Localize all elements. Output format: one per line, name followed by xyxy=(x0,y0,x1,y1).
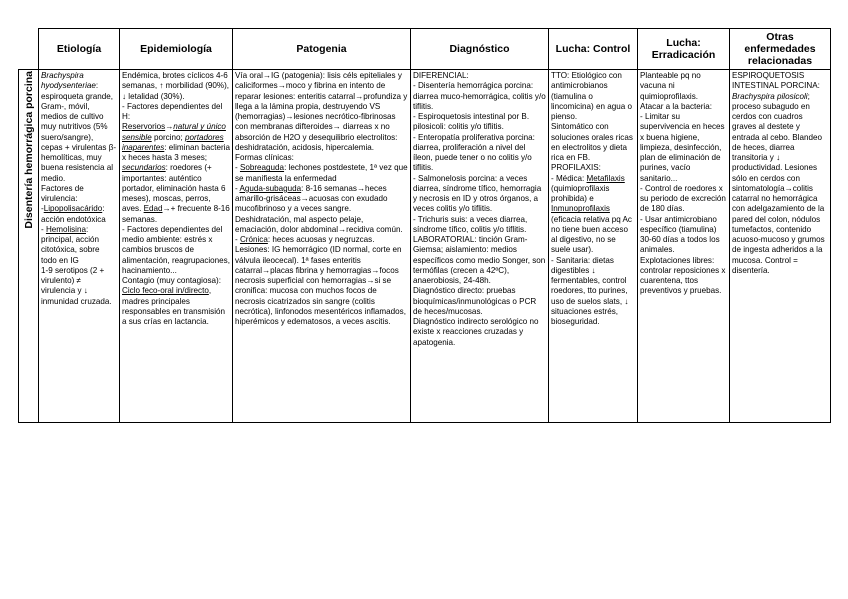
text-fragment: , madres principales responsables en transmisión a sus crías en lactancia. xyxy=(122,286,226,326)
text-fragment: : principal, acción citotóxica, sobre todo en IG 1-9 serotipos (2 + virulento) ≠ virulencia y ↓ inmunidad cruzada. xyxy=(41,224,112,306)
header-row xyxy=(19,29,831,70)
term-portadores: portadores inaparentes xyxy=(122,132,224,152)
header-epidemiologia: Epidemiología xyxy=(120,29,233,70)
cell-otras-enfermedades xyxy=(730,70,831,423)
corner-cell xyxy=(19,29,39,70)
text-fragment: ; proceso subagudo en cerdos con cuadros graves al destete y entrada al cebo. Blandeo de heces, diarrea transitoria y ↓ productividad. Lesiones sólo en cerdos con sintomatología→colitis catarral no hemorrágica con adelgazamiento de la pared del colon, nódulos tumefactos, contenido acuoso-mucoso y grumos de ingesta adheridos a la mucosa. Control = disentería. xyxy=(732,91,825,275)
disease-row xyxy=(19,70,831,423)
row-label: Disentería hemorrágica porcina xyxy=(22,71,35,229)
term-reservorios: Reservorios xyxy=(122,122,166,132)
organism-name: Brachyspira pilosicoli xyxy=(732,91,808,101)
term-aguda: Aguda-subaguda xyxy=(239,183,302,193)
term-natural: natural y único sensible xyxy=(122,122,226,142)
term-metafilaxis: Metafilaxis xyxy=(586,173,625,183)
text-fragment: Endémica, brotes cíclicos 4-6 semanas, ↑ morbilidad (90%), ↓ letalidad (30%). - Factores dependientes del H: xyxy=(122,71,230,121)
header-otras-enfermedades: Otras enfermedades relacionadas xyxy=(730,29,831,70)
text-fragment: : acción endotóxica - xyxy=(41,204,106,234)
cell-lucha-control xyxy=(549,70,638,423)
text-fragment: porcino; xyxy=(151,132,185,142)
cell-epidemiologia xyxy=(120,70,233,423)
term-cronica: Crónica xyxy=(239,235,268,244)
header-patogenia: Patogenia xyxy=(233,29,411,70)
header-etiologia: Etiología xyxy=(39,29,120,70)
text-fragment: (quimioprofilaxis prohibida) e xyxy=(551,183,610,203)
text-fragment: (eficacia relativa pq Ac no tiene buen acceso al digestivo, no se suele usar). - Sanitaria: dietas digestibles ↓ fermentables, control roedores, tto purines, uso de suelos slats, ↓ situaciones estrés, bioseguridad. xyxy=(551,214,632,326)
header-lucha-erradicacion: Lucha: Erradicación xyxy=(638,29,730,70)
text-fragment: : 8-16 semanas→heces amarillo-grisáceas→acuosas con exudado mucofibrinoso y a veces sangre. Deshidratación, mal aspecto pelaje, emaciación, dolor abdominal→recidiva común. - xyxy=(235,183,403,244)
text-fragment: → xyxy=(165,122,174,132)
term-secundarios: secundarios xyxy=(122,163,166,173)
disease-table xyxy=(18,28,831,423)
text-fragment: : eliminan bacteria x heces hasta 3 meses; xyxy=(122,142,230,162)
term-hemolisina: Hemolisina xyxy=(45,224,86,234)
text-fragment: : heces acuosas y negruzcas. Lesiones: IG hemorrágico (ID normal, corte en válvula ileocecal). 1ª fases enteritis catarral→placas fibrina y hemorragias→focos necrosis superficial con hemorragias→si se cronifica: mucosa con muchos focos de necrosis cicatrizados sin sangre (colitis necrótica), linfonodos mesentéricos inflamados, hiperémicos y edematosos, a veces ascitis. xyxy=(235,235,406,326)
term-ciclo: Ciclo feco-oral in/directo xyxy=(122,286,209,296)
text-fragment: TTO: Etiológico con antimicrobianos (tiamulina o lincomicina) en agua o pienso. Sintomático con soluciones orales ricas en electrolitos y dieta rica en FB. PROFILAXIS: - Médica: xyxy=(551,71,633,183)
organism-name: Brachyspira hyodysenteriae xyxy=(41,71,96,91)
row-label-cell xyxy=(19,70,39,423)
header-lucha-control: Lucha: Control xyxy=(549,29,638,70)
text-fragment: ESPIROQUETOSIS INTESTINAL PORCINA: xyxy=(732,71,820,91)
term-lipopolisacarido: Lipopolisacárido xyxy=(43,204,103,214)
term-sobreaguda: Sobreaguda xyxy=(239,163,285,173)
cell-lucha-erradicacion xyxy=(638,70,730,423)
header-diagnostico: Diagnóstico xyxy=(411,29,549,70)
text-fragment: : espiroqueta grande, Gram-, móvil, medios de cultivo muy nutritivos (5% suero/sangre), cepas + virulentas β-hemolíticas, muy buena resistencia al medio. Factores de virulencia: - xyxy=(41,81,117,214)
text-fragment: DIFERENCIAL: - Disentería hemorrágica porcina: diarrea muco-hemorrágica, colitis y/o tiflitis. - Espiroquetosis intestinal por B. pilosicoli: colitis y/o tiflitis. - Enteropatía proliferativa porcina: diarrea, proliferación a nivel del íleon, puede tener o no colitis y/o tiflitis. - Salmonelosis porcina: a veces diarrea, síndrome tífico, hemorragia y necrosis en ID y otros órganos, a veces colitis y/o tiflitis. - Trichuris suis: a veces diarrea, síndrome tífico, colitis y/o tiflitis. LABORATORIAL: tinción Gram-Giemsa; aislamiento: medios específicos como medio Songer, son termófilas (crecen a 42ºC), anaerobiosis, 24-48h. Diagnóstico directo: pruebas bioquímicas/inmunológicas o PCR de heces/mucosas. Diagnóstico indirecto serológico no existe x reacciones cruzadas y apatogenia. xyxy=(413,71,546,347)
text-fragment: Planteable pq no vacuna ni quimioprofilaxis. Atacar a la bacteria: - Limitar su supervivencia en heces x buena higiene, limpieza, desinfección, plan de eliminación de purines, vacío sanitario... - Control de roedores x su periodo de excreción de 180 días. - Usar antimicrobiano específico (tiamulina) 30-60 días a todos los animales. Explotaciones libres: controlar reposiciones x cuarentena, ttos preventivos y pruebas. xyxy=(640,71,726,296)
term-edad: Edad xyxy=(143,204,163,214)
term-inmunoprofilaxis: Inmunoprofilaxis xyxy=(551,204,610,214)
text-fragment: Vía oral→IG (patogenia): lisis céls epiteliales y caliciformes→moco y fibrina en intento de reparar lesiones: enteritis catarral→profundiza y llega a la lámina propia, destruyendo VS (hemorragias)→lesiones necrótico-fibrinosas con membranas difteroides→ diarreas x no absorción de H2O y desequilibrio electrolitos: deshidratación, acidosis, hipercalemia. Formas clínicas: - xyxy=(235,71,408,173)
text-fragment: : roedores (+ importantes: auténtico portador, eliminación hasta 6 meses), moscas, perros, aves. xyxy=(122,163,226,214)
text-fragment: : lechones postdestete, 1ª vez que se manifiesta la enfermedad - xyxy=(235,163,408,193)
cell-etiologia xyxy=(39,70,120,423)
cell-patogenia xyxy=(233,70,411,423)
text-fragment: →+ frecuente 8-16 semanas. - Factores dependientes del medio ambiente: estrés x cambios bruscos de alimentación, reagrupaciones, hacinamiento... Contagio (muy contagiosa): xyxy=(122,204,230,285)
cell-diagnostico xyxy=(411,70,549,423)
